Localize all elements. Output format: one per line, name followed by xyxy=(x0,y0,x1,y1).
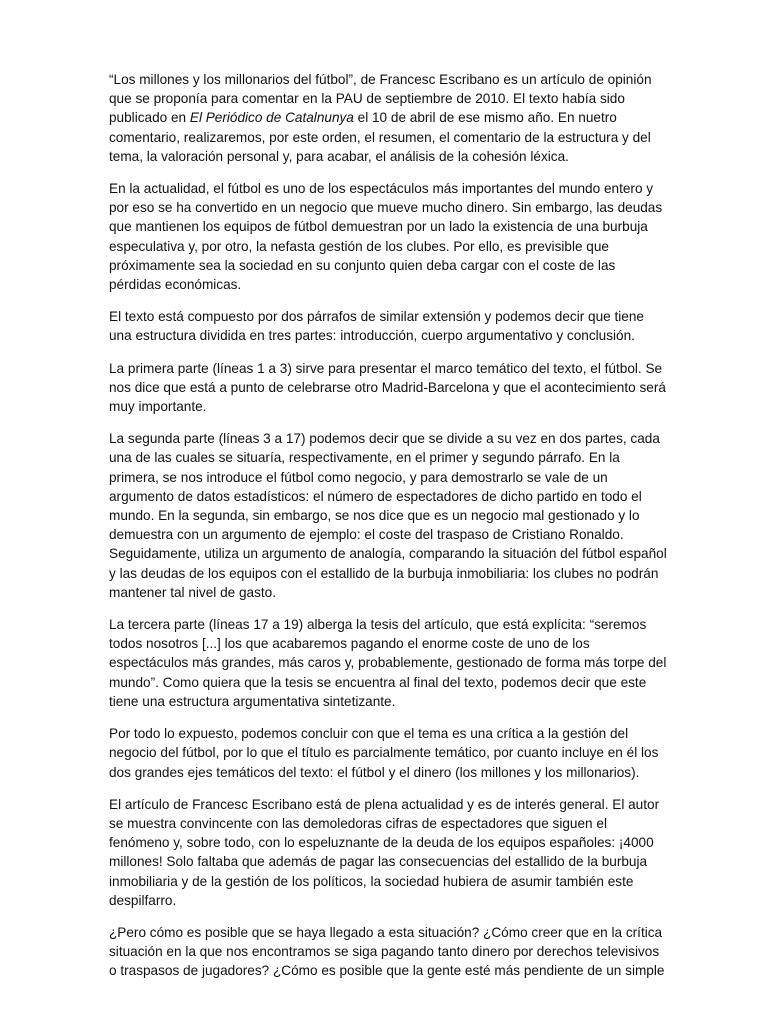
newspaper-title: El Periódico de Catalnunya xyxy=(189,110,354,126)
paragraph-intro xyxy=(109,70,669,166)
document-page xyxy=(109,70,669,994)
paragraph-structure: El texto está compuesto por dos párrafos de similar extensión y podemos decir que tiene una estructura dividida en tres partes: introducción, cuerpo argumentativo y conclusión. xyxy=(109,309,644,344)
paragraph-third-part: La tercera parte (líneas 17 a 19) alberga la tesis del artículo, que está explícita: “seremos todos nosotros [...] los que acabaremos pagando el enorme coste de uno de los espectáculos más grandes, más caros y, probablemente, gestionado de forma más torpe del mundo”. Como quiera que la tesis se encuentra al final del texto, podemos decir que este tiene una estructura argumentativa sintetizante. xyxy=(109,617,667,709)
paragraph-assessment: El artículo de Francesc Escribano está de plena actualidad y es de interés general. El autor se muestra convincente con las demoledoras cifras de espectadores que siguen el fenómeno y, sobre todo, con lo espeluznante de la deuda de los equipos españoles: ¡4000 millones! Solo faltaba que además de pagar las consecuencias del estallido de la burbuja inmobiliaria y de la gestión de los políticos, la sociedad hubiera de asumir también este despilfarro. xyxy=(109,796,660,908)
paragraph-intro-text-end: el 10 de abril de ese mismo año. En nuetro comentario, realizaremos, por este orden, el resumen, el comentario de la estructura y del tema, la valoración personal y, para acabar, el análisis de la cohesión léxica. xyxy=(109,110,651,164)
paragraph-summary: En la actualidad, el fútbol es uno de los espectáculos más importantes del mundo entero y por eso se ha convertido en un negocio que mueve mucho dinero. Sin embargo, las deudas que mantienen los equipos de fútbol demuestran por un lado la existencia de una burbuja especulativa y, por otro, la nefasta gestión de los clubes. Por ello, es previsible que próximamente sea la sociedad en su conjunto quien deba cargar con el coste de las pérdidas económicas. xyxy=(109,181,663,293)
paragraph-second-part: La segunda parte (líneas 3 a 17) podemos decir que se divide a su vez en dos partes, cada una de las cuales se situaría, respectivamente, en el primer y segundo párrafo. En la primera, se nos introduce el fútbol como negocio, y para demostrarlo se vale de un argumento de datos estadísticos: el número de espectadores de dicho partido en todo el mundo. En la segunda, sin embargo, se nos dice que es un negocio mal gestionado y lo demuestra con un argumento de ejemplo: el coste del traspaso de Cristiano Ronaldo. Seguidamente, utiliza un argumento de analogía, comparando la situación del fútbol español y las deudas de los equipos con el estallido de la burbuja inmobiliaria: los clubes no podrán mantener tal nivel de gasto. xyxy=(109,431,667,600)
paragraph-questions: ¿Pero cómo es posible que se haya llegado a esta situación? ¿Cómo creer que en la crítica situación en la que nos encontramos se siga pagando tanto dinero por derechos televisivos o traspasos de jugadores? ¿Cómo es posible que la gente esté más pendiente de un simple xyxy=(109,924,665,979)
paragraph-theme: Por todo lo expuesto, podemos concluir con que el tema es una crítica a la gestión del negocio del fútbol, por lo que el título es parcialmente temático, por cuanto incluye en él los dos grandes ejes temáticos del texto: el fútbol y el dinero (los millones y los millonarios). xyxy=(109,726,659,780)
paragraph-first-part: La primera parte (líneas 1 a 3) sirve para presentar el marco temático del texto, el fútbol. Se nos dice que está a punto de celebrarse otro Madrid-Barcelona y que el acontecimiento será muy importante. xyxy=(109,360,666,415)
paragraph-intro-text-start: “Los millones y los millonarios del fútbol”, de Francesc Escribano es un artículo de opinión que se proponía para comentar en la PAU de septiembre de 2010. El texto había sido publicado en xyxy=(109,72,652,126)
